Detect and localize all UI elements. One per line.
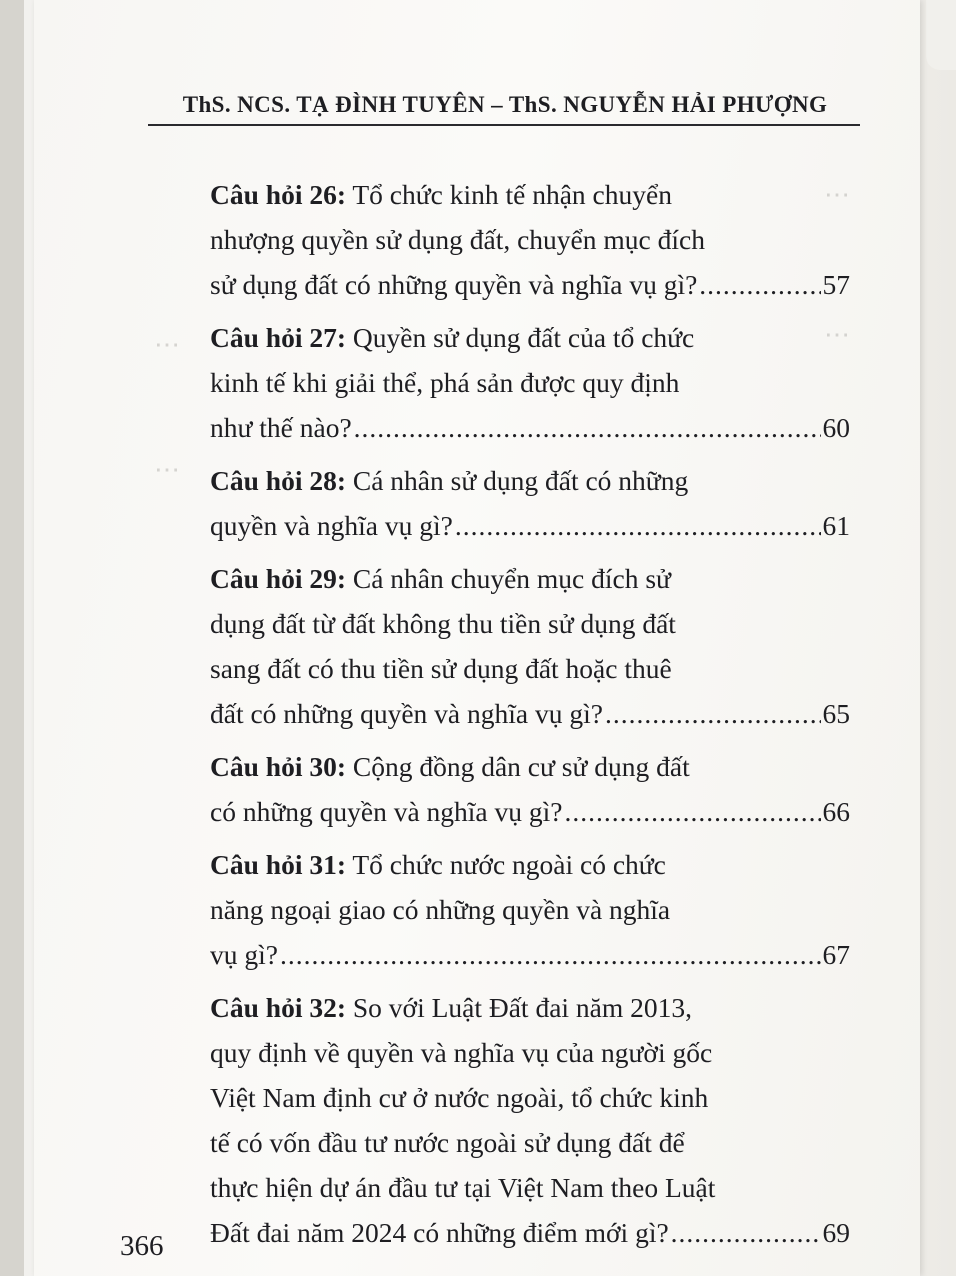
page-corner	[926, 0, 956, 70]
entry-text: có những quyền và nghĩa vụ gì?	[210, 796, 563, 827]
entry-last-line	[210, 262, 850, 307]
entry-text: Tổ chức kinh tế nhận chuyển	[346, 179, 672, 210]
entry-last-line	[210, 932, 850, 977]
entry-text: vụ gì?	[210, 939, 278, 970]
entry-line: Việt Nam định cư ở nước ngoài, tổ chức kinh	[210, 1082, 709, 1113]
toc-entry-31	[210, 842, 850, 977]
dot-leader	[354, 405, 821, 450]
page-ref: 67	[822, 939, 850, 970]
dot-leader	[605, 691, 821, 736]
running-header: ThS. NCS. TẠ ĐÌNH TUYÊN – ThS. NGUYỄN HẢI PHƯỢNG	[182, 92, 828, 117]
bleed-through-mark: ⋯	[154, 455, 180, 484]
page-number: 366	[120, 1230, 164, 1262]
entry-last-line	[210, 691, 850, 736]
entry-line: năng ngoại giao có những quyền và nghĩa	[210, 894, 671, 925]
entry-text: Quyền sử dụng đất của tổ chức	[346, 322, 695, 353]
entry-last-line	[210, 503, 850, 548]
header-rule	[148, 124, 860, 126]
page-ref: 57	[822, 269, 850, 300]
entry-text: Tổ chức nước ngoài có chức	[346, 849, 666, 880]
question-label: Câu hỏi 28:	[210, 465, 346, 496]
question-label: Câu hỏi 30:	[210, 751, 346, 782]
entry-text: Đất đai năm 2024 có những điểm mới gì?	[210, 1217, 669, 1248]
entry-line	[210, 842, 850, 887]
entry-line	[210, 458, 850, 503]
page-ref: 66	[822, 796, 850, 827]
toc-entry-27	[210, 315, 850, 450]
bleed-through-mark: ⋯	[824, 180, 850, 209]
table-of-contents	[210, 172, 850, 1263]
page-ref: 61	[822, 510, 850, 541]
entry-last-line	[210, 1210, 850, 1255]
page-ref: 69	[822, 1217, 850, 1248]
entry-text: sử dụng đất có những quyền và nghĩa vụ gì?	[210, 269, 698, 300]
dot-leader	[455, 503, 821, 548]
entry-last-line	[210, 405, 850, 450]
entry-text: đất có những quyền và nghĩa vụ gì?	[210, 698, 603, 729]
entry-text: như thế nào?	[210, 412, 352, 443]
question-label: Câu hỏi 32:	[210, 992, 346, 1023]
entry-line: nhượng quyền sử dụng đất, chuyển mục đích	[210, 224, 705, 255]
entry-line: sang đất có thu tiền sử dụng đất hoặc thuê	[210, 653, 672, 684]
entry-line	[210, 556, 850, 601]
entry-text: quyền và nghĩa vụ gì?	[210, 510, 453, 541]
toc-entry-28	[210, 458, 850, 548]
entry-line: thực hiện dự án đầu tư tại Việt Nam theo Luật	[210, 1172, 716, 1203]
entry-line: dụng đất từ đất không thu tiền sử dụng đất	[210, 608, 676, 639]
entry-text: Cá nhân chuyển mục đích sử	[346, 563, 671, 594]
page-ref: 65	[822, 698, 850, 729]
entry-text: Cá nhân sử dụng đất có những	[346, 465, 689, 496]
entry-text: So với Luật Đất đai năm 2013,	[346, 992, 693, 1023]
entry-line: kinh tế khi giải thể, phá sản được quy định	[210, 367, 680, 398]
question-label: Câu hỏi 31:	[210, 849, 346, 880]
toc-entry-32	[210, 985, 850, 1255]
question-label: Câu hỏi 29:	[210, 563, 346, 594]
entry-line: tế có vốn đầu tư nước ngoài sử dụng đất để	[210, 1127, 685, 1158]
entry-text: Cộng đồng dân cư sử dụng đất	[346, 751, 690, 782]
entry-line	[210, 172, 850, 217]
dot-leader	[699, 262, 820, 307]
dot-leader	[280, 932, 821, 977]
entry-line	[210, 985, 850, 1030]
toc-entry-29	[210, 556, 850, 736]
page-ref: 60	[822, 412, 850, 443]
question-label: Câu hỏi 27:	[210, 322, 346, 353]
entry-line	[210, 315, 850, 360]
entry-line	[210, 744, 850, 789]
toc-entry-30	[210, 744, 850, 834]
question-label: Câu hỏi 26:	[210, 179, 346, 210]
dot-leader	[564, 789, 820, 834]
bleed-through-mark: ⋯	[154, 330, 180, 359]
entry-last-line	[210, 789, 850, 834]
entry-line: quy định về quyền và nghĩa vụ của người gốc	[210, 1037, 713, 1068]
dot-leader	[671, 1210, 821, 1255]
toc-entry-26	[210, 172, 850, 307]
bleed-through-mark: ⋯	[824, 320, 850, 349]
